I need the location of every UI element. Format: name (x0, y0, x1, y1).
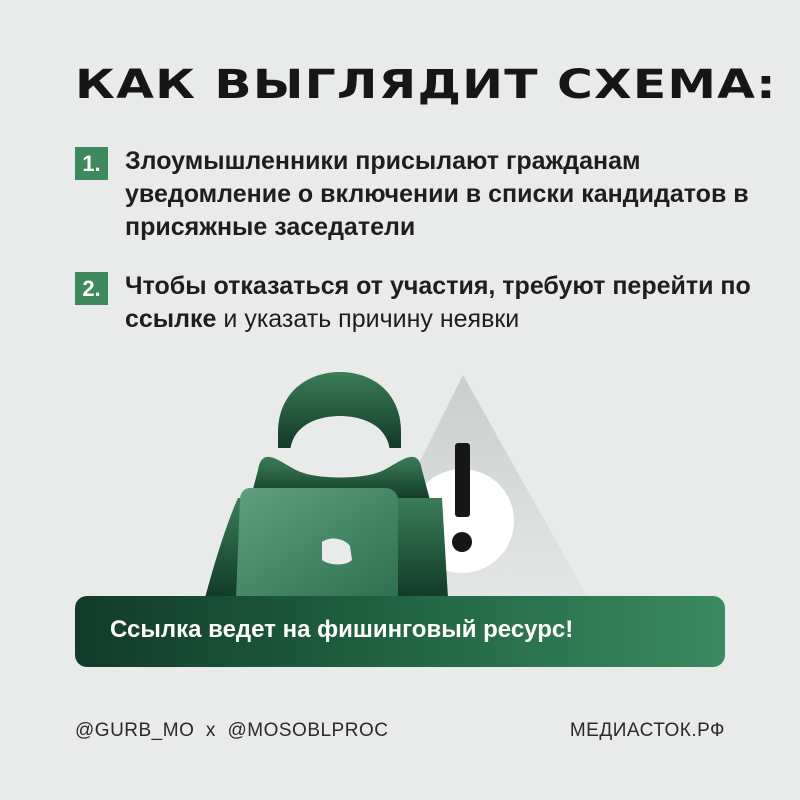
footer-source: МЕДИАСТОК.РФ (569, 720, 725, 741)
footer-handles: @GURB_MO x @MOSOBLPROC (75, 720, 389, 741)
step-text-bold: Чтобы отказаться от участия, требуют перейти по ссылке (125, 272, 751, 333)
page-title: КАК ВЫГЛЯДИТ СХЕМА: (75, 62, 777, 108)
hooded-hacker-with-laptop-icon (205, 372, 448, 598)
step-text-regular: и указать причину неявки (216, 305, 520, 333)
phishing-warning-banner (75, 596, 725, 667)
step-number-badge: 2. (75, 272, 108, 305)
banner-text: Ссылка ведет на фишинговый ресурс! (110, 616, 574, 643)
step-number-badge: 1. (75, 147, 108, 180)
step-text: Злоумышленники присылают гражданам уведомление о включении в списки кандидатов в присяжные заседатели (125, 147, 749, 241)
